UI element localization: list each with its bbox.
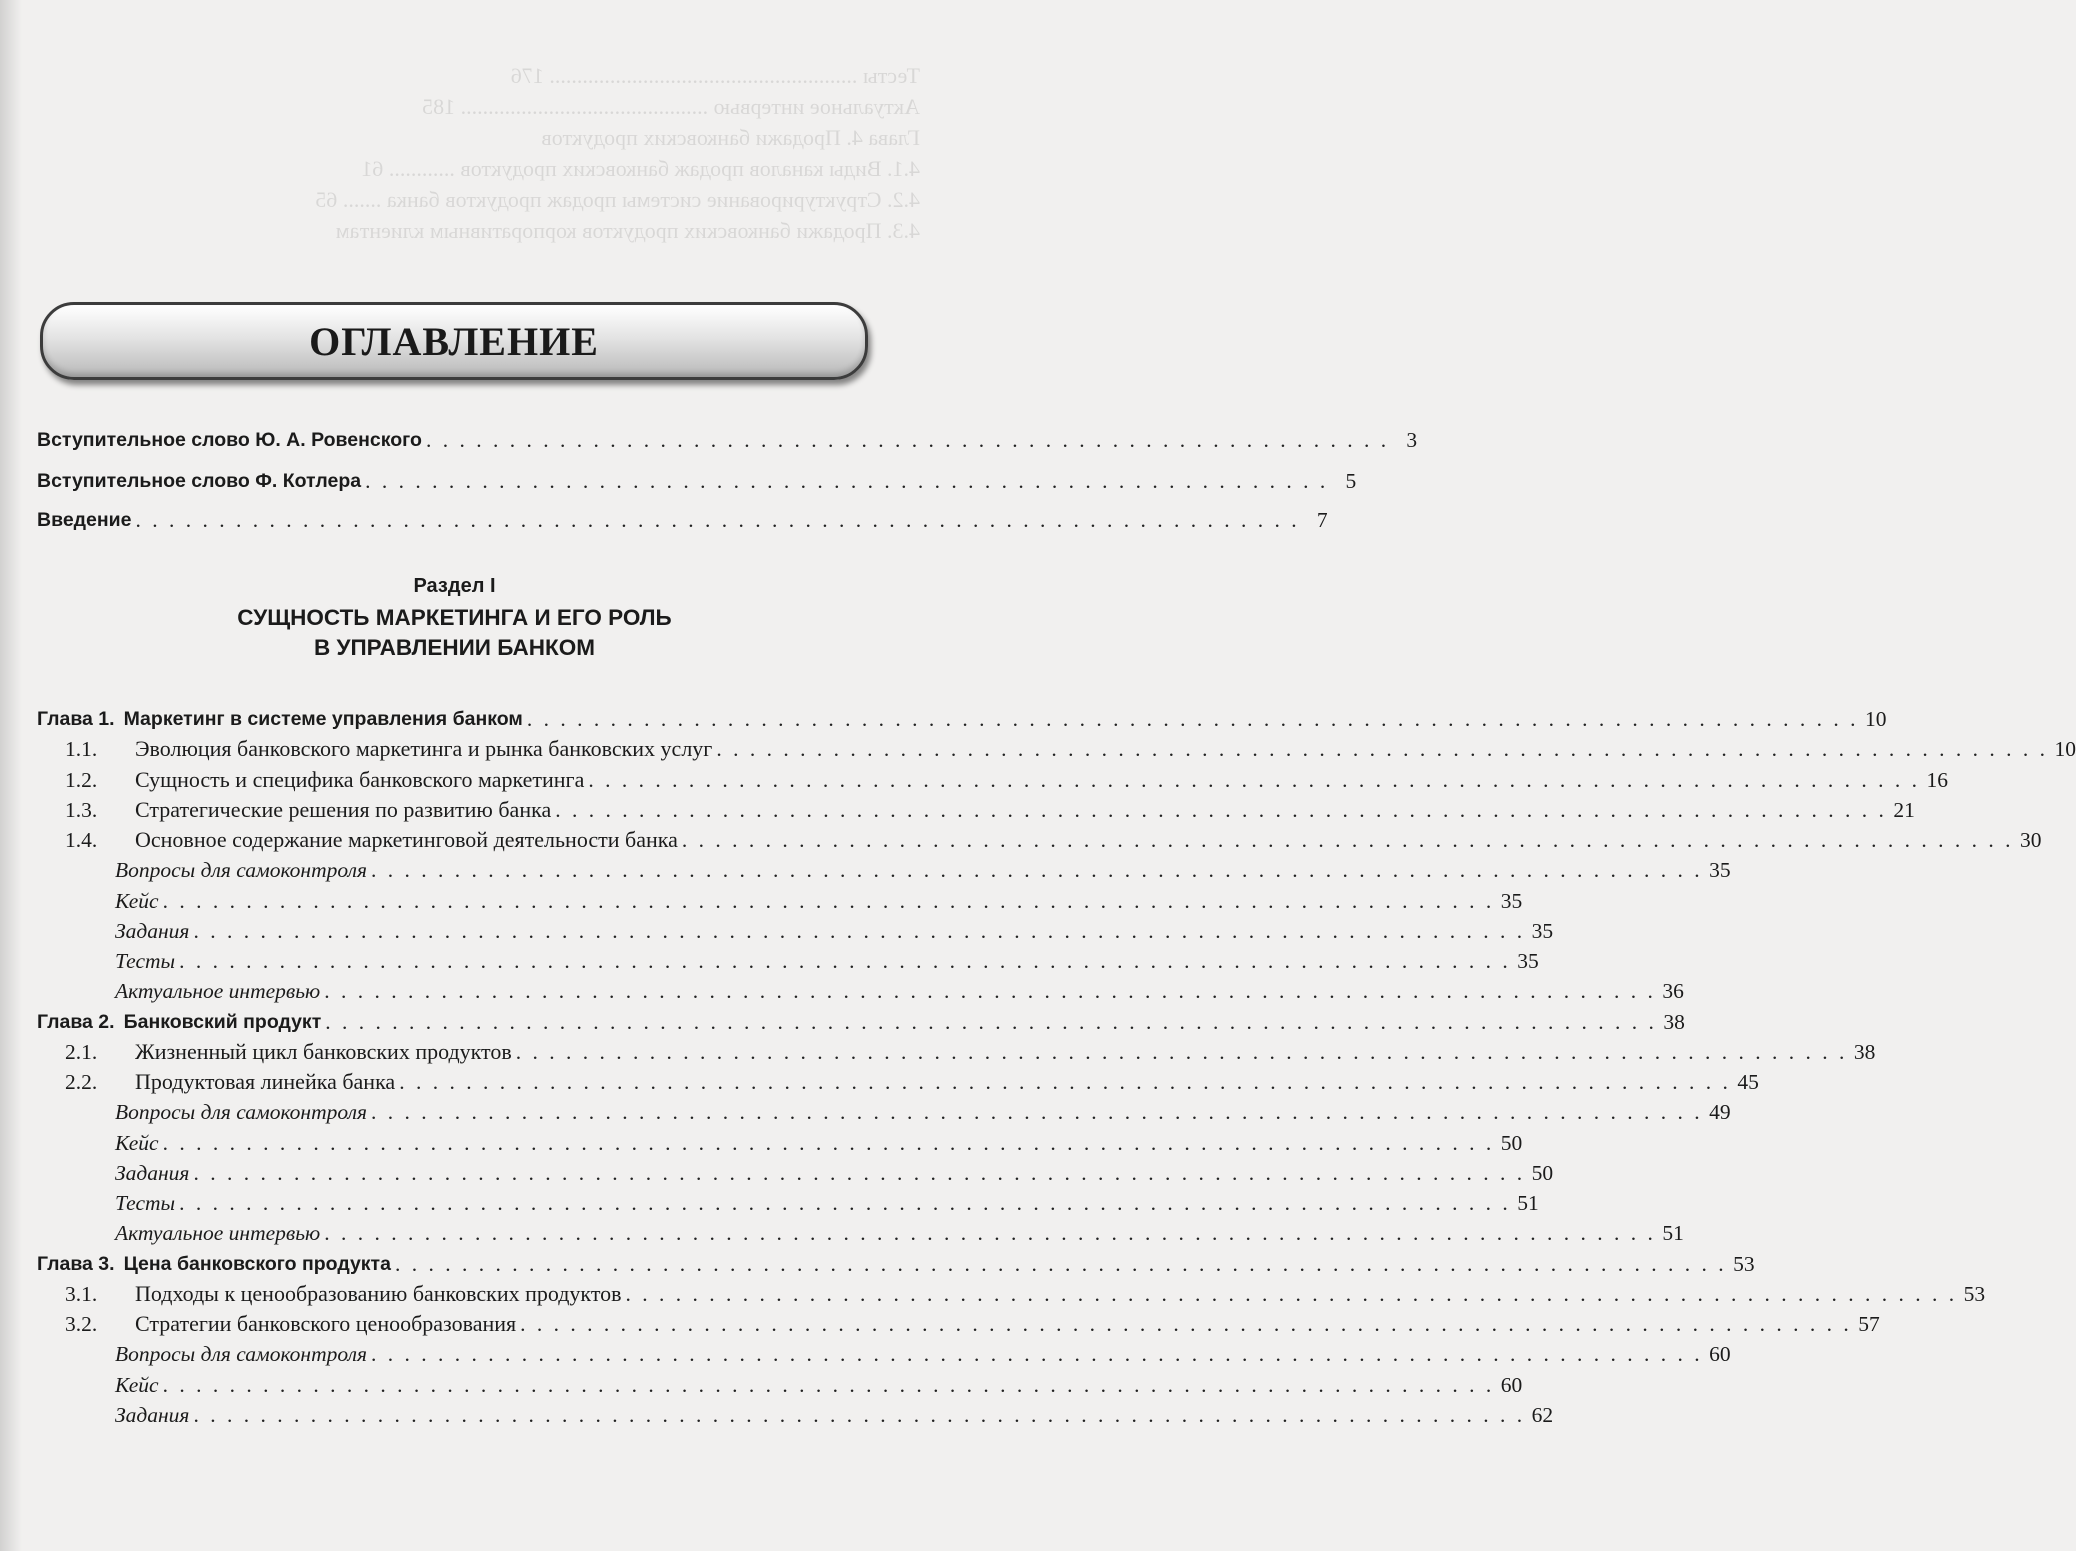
part-title-line: СУЩНОСТЬ МАРКЕТИНГА И ЕГО РОЛЬ	[237, 605, 672, 630]
page-spine-shadow	[0, 0, 22, 1551]
toc-page-number: 30	[2020, 828, 2042, 852]
toc-entry-number: 3.2.	[65, 1312, 98, 1336]
toc-extra-entry	[37, 1216, 1684, 1246]
toc-page-number: 35	[1709, 858, 1731, 882]
toc-extra-entry	[37, 1368, 1523, 1398]
toc-entry-label: Банковский продукт	[123, 1011, 322, 1033]
toc-entry-label: Эволюция банковского маркетинга и рынка банковских услуг	[135, 736, 713, 761]
toc-leader-dots: . . . . . . . . . . . . . . . . . . . . . . . . . . . . . . . . . . . . . . . . . . . . . . . . . . . . . . . . . . . . . . . . . . . . . . . . . . . . . . . .	[399, 1070, 1731, 1094]
toc-entry-number: Глава 3.	[37, 1253, 115, 1275]
toc-entry-label: Кейс	[115, 889, 159, 913]
toc-entry-label: Маркетинг в системе управления банком	[123, 708, 523, 730]
toc-entry-number: 1.4.	[65, 828, 98, 852]
toc-page-number: 49	[1709, 1100, 1731, 1124]
toc-page-number: 35	[1517, 949, 1539, 973]
toc-extra-entry	[37, 853, 1731, 883]
toc-entry-number: 3.1.	[65, 1282, 98, 1306]
toc-extra-entry	[37, 914, 1554, 944]
toc-entry-label: Вступительное слово Ю. А. Ровенского	[37, 429, 422, 451]
toc-entry-label: Сущность и специфика банковского маркетинга	[135, 767, 585, 792]
toc-entry-label: Жизненный цикл банковских продуктов	[135, 1039, 512, 1064]
toc-page-number: 36	[1662, 979, 1684, 1003]
toc-entry-label: Продуктовая линейка банка	[135, 1069, 396, 1094]
toc-leader-dots: . . . . . . . . . . . . . . . . . . . . . . . . . . . . . . . . . . . . . . . . . . . . . . . . . . . . . . . . . . . . . . . . . . . . . . . . . . . . . . . .	[193, 1161, 1526, 1185]
toc-entry-label: Задания	[115, 1403, 190, 1427]
toc-extra-entry	[37, 1337, 1731, 1367]
toc-entry-label: Вступительное слово Ф. Котлера	[37, 470, 362, 492]
part-number: Раздел I	[413, 575, 496, 597]
toc-entry-number: 1.2.	[65, 768, 98, 792]
toc-extra-entry	[37, 1398, 1554, 1428]
toc-leader-dots: . . . . . . . . . . . . . . . . . . . . . . . . . . . . . . . . . . . . . . . . . . . . . . . . . . . . . . . . . . . . . . . . . . . . . . . . . . . . . . . .	[193, 919, 1526, 943]
toc-entry-label: Тесты	[115, 949, 176, 973]
bleed-through-text: Тесты ........................................................ 176 Актуальное интервью ............................................. 185 Глава 4. Продажи банковских продуктов 4.1. Виды каналов продаж банковских продуктов ............ 61 4.2. Структурирование системы продаж продуктов банка ....... 65 4.3. Продажи банковских продуктов корпоративным клиентам	[315, 63, 920, 243]
toc-entry-number: 2.1.	[65, 1040, 98, 1064]
toc-page-number: 3	[1406, 428, 1418, 452]
toc-leader-dots: . . . . . . . . . . . . . . . . . . . . . . . . . . . . . . . . . . . . . . . . . . . . . . . . . . . . . . . . . . . . . . . . . . . . . . . . . . . . . . . .	[625, 1282, 1958, 1306]
toc-page-number: 5	[1345, 469, 1357, 493]
toc-entry-label: Вопросы для самоконтроля	[115, 858, 367, 882]
toc-leader-dots: . . . . . . . . . . . . . . . . . . . . . . . . . . . . . . . . . . . . . . . . . . . . . . . . . . . . . . . . . . . . . . . . . . . . . . . . . . . . . . . .	[324, 1221, 1656, 1245]
toc-entry-label: Стратегические решения по развитию банка	[135, 797, 552, 822]
toc-leader-dots: . . . . . . . . . . . . . . . . . . . . . . . . . . . . . . . . . . . . . . . . . . . . . . . . . . . . . . . . . . . . . . . . . . . . . . . . . . . . . . . .	[179, 949, 1511, 973]
toc-entry-label: Задания	[115, 919, 190, 943]
toc-entry-label: Вопросы для самоконтроля	[115, 1342, 367, 1366]
toc-page-number: 35	[1500, 889, 1523, 913]
toc-extra-entry	[37, 974, 1684, 1004]
toc-page-number: 53	[1963, 1282, 1986, 1306]
toc-entry-label: Задания	[115, 1161, 190, 1185]
toc-leader-dots: . . . . . . . . . . . . . . . . . . . . . . . . . . . . . . . . . . . . . . . . . . . . . . . . . . . . . . . . . . . . . . . . . . . . . . . . . . . . . . . .	[370, 1100, 1703, 1124]
toc-leader-dots: . . . . . . . . . . . . . . . . . . . . . . . . . . . . . . . . . . . . . . . . . . . . . . . . . . . . . . . . . . . . . . . . . . . . . . . . . . . . . . . .	[394, 1252, 1727, 1276]
toc-front-entry	[37, 503, 1328, 533]
toc-entry-label: Стратегии банковского ценообразования	[135, 1311, 517, 1336]
toc-leader-dots: . . . . . . . . . . . . . . . . . . . . . . . . . . . . . . . . . . . . . . . . . . . . . . . . . . . . . . . . . .	[425, 428, 1390, 452]
toc-leader-dots: . . . . . . . . . . . . . . . . . . . . . . . . . . . . . . . . . . . . . . . . . . . . . . . . . . . . . . . . . . . . . . . . . . . . . .	[135, 508, 1300, 532]
toc-leader-dots: . . . . . . . . . . . . . . . . . . . . . . . . . . . . . . . . . . . . . . . . . . . . . . . . . . . . . . . . . . . . . . . . . . . . . . . . . . . . . . . .	[162, 1131, 1495, 1155]
toc-entry-number: 2.2.	[65, 1070, 98, 1094]
toc-leader-dots: . . . . . . . . . . . . . . . . . . . . . . . . . . . . . . . . . . . . . . . . . . . . . . . . . . . . . . . . . . . . . . . . . . . . . . . . . . . . . . . .	[681, 828, 2014, 852]
toc-page-number: 50	[1531, 1161, 1554, 1185]
toc-chapter-entry	[37, 702, 1887, 732]
toc-section-entry	[37, 763, 1948, 793]
toc-entry-label: Подходы к ценообразованию банковских продуктов	[135, 1281, 622, 1306]
toc-extra-entry	[37, 1095, 1731, 1125]
toc-chapter-entry	[37, 1247, 1755, 1277]
toc-entry-label: Актуальное интервью	[115, 1221, 321, 1245]
toc-page-number: 35	[1531, 919, 1554, 943]
toc-page-number: 51	[1662, 1221, 1684, 1245]
toc-leader-dots: . . . . . . . . . . . . . . . . . . . . . . . . . . . . . . . . . . . . . . . . . . . . . . . . . . . . . . . . . . . . . . . . . . . . . . . . . . . . . . . .	[193, 1403, 1526, 1427]
toc-entry-label: Вопросы для самоконтроля	[115, 1100, 367, 1124]
toc-entry-label: Кейс	[115, 1373, 159, 1397]
toc-leader-dots: . . . . . . . . . . . . . . . . . . . . . . . . . . . . . . . . . . . . . . . . . . . . . . . . . . . . . . . . . .	[365, 469, 1329, 493]
toc-leader-dots: . . . . . . . . . . . . . . . . . . . . . . . . . . . . . . . . . . . . . . . . . . . . . . . . . . . . . . . . . . . . . . . . . . . . . . . . . . . . . . . .	[325, 1010, 1657, 1034]
toc-entry-number: 1.3.	[65, 798, 98, 822]
toc-extra-entry	[37, 1186, 1539, 1216]
toc-front-entry	[37, 423, 1418, 453]
toc-entry-number: Глава 2.	[37, 1011, 115, 1033]
toc-leader-dots: . . . . . . . . . . . . . . . . . . . . . . . . . . . . . . . . . . . . . . . . . . . . . . . . . . . . . . . . . . . . . . . . . . . . . . . . . . . . . . . .	[179, 1191, 1511, 1215]
part-title	[37, 603, 872, 663]
toc-front-entry	[37, 464, 1357, 494]
toc-entry-label: Основное содержание маркетинговой деятельности банка	[135, 827, 678, 852]
toc-leader-dots: . . . . . . . . . . . . . . . . . . . . . . . . . . . . . . . . . . . . . . . . . . . . . . . . . . . . . . . . . . . . . . . . . . . . . . . . . . . . . . . .	[162, 889, 1495, 913]
toc-page-number: 57	[1858, 1312, 1880, 1336]
toc-page-number: 62	[1531, 1403, 1554, 1427]
toc-leader-dots: . . . . . . . . . . . . . . . . . . . . . . . . . . . . . . . . . . . . . . . . . . . . . . . . . . . . . . . . . . . . . . . . . . . . . . . . . . . . . . . .	[162, 1373, 1495, 1397]
toc-extra-entry	[37, 1156, 1554, 1186]
toc-leader-dots: . . . . . . . . . . . . . . . . . . . . . . . . . . . . . . . . . . . . . . . . . . . . . . . . . . . . . . . . . . . . . . . . . . . . . . . . . . . . . . . .	[370, 1342, 1703, 1366]
toc-page-number: 60	[1709, 1342, 1731, 1366]
toc-leader-dots: . . . . . . . . . . . . . . . . . . . . . . . . . . . . . . . . . . . . . . . . . . . . . . . . . . . . . . . . . . . . . . . . . . . . . . . . . . . . . . . .	[520, 1312, 1852, 1336]
toc-page-number: 38	[1663, 1010, 1685, 1034]
toc-title-banner	[40, 302, 868, 380]
toc-page-number: 38	[1853, 1040, 1876, 1064]
toc-leader-dots: . . . . . . . . . . . . . . . . . . . . . . . . . . . . . . . . . . . . . . . . . . . . . . . . . . . . . . . . . . . . . . . . . . . . . . . . . . . . . . . .	[324, 979, 1656, 1003]
toc-section-entry	[37, 1277, 1986, 1307]
toc-page-number: 45	[1737, 1070, 1759, 1094]
toc-entry-label: Цена банковского продукта	[123, 1253, 391, 1275]
toc-entry-number: Глава 1.	[37, 708, 115, 730]
toc-section-entry	[37, 823, 2042, 853]
toc-entry-number: 1.1.	[65, 737, 98, 761]
toc-extra-entry	[37, 1126, 1523, 1156]
toc-page-number: 60	[1500, 1373, 1523, 1397]
toc-extra-entry	[37, 944, 1539, 974]
toc-entry-label: Актуальное интервью	[115, 979, 321, 1003]
toc-page-number: 10	[1864, 707, 1887, 731]
toc-leader-dots: . . . . . . . . . . . . . . . . . . . . . . . . . . . . . . . . . . . . . . . . . . . . . . . . . . . . . . . . . . . . . . . . . . . . . . . . . . . . . . . .	[716, 737, 2048, 761]
toc-page-number: 21	[1893, 798, 1915, 822]
toc-leader-dots: . . . . . . . . . . . . . . . . . . . . . . . . . . . . . . . . . . . . . . . . . . . . . . . . . . . . . . . . . . . . . . . . . . . . . . . . . . . . . . . .	[555, 798, 1887, 822]
toc-chapter-entry	[37, 1005, 1685, 1035]
toc-page-number: 53	[1733, 1252, 1755, 1276]
part-title-line: В УПРАВЛЕНИИ БАНКОМ	[313, 635, 596, 660]
toc-page-number: 10	[2054, 737, 2076, 761]
toc-leader-dots: . . . . . . . . . . . . . . . . . . . . . . . . . . . . . . . . . . . . . . . . . . . . . . . . . . . . . . . . . . . . . . . . . . . . . . . . . . . . . . . .	[515, 1040, 1848, 1064]
toc-extra-entry	[37, 884, 1523, 914]
toc-entry-label: Тесты	[115, 1191, 176, 1215]
toc-section-entry	[37, 1307, 1880, 1337]
toc-section-entry	[37, 1035, 1876, 1065]
toc-leader-dots: . . . . . . . . . . . . . . . . . . . . . . . . . . . . . . . . . . . . . . . . . . . . . . . . . . . . . . . . . . . . . . . . . . . . . . . . . . . . . . . .	[370, 858, 1703, 882]
toc-section-entry	[37, 1065, 1759, 1095]
toc-page-number: 50	[1500, 1131, 1523, 1155]
page-title: ОГЛАВЛЕНИЕ	[309, 318, 599, 364]
toc-page-number: 7	[1316, 508, 1328, 532]
toc-leader-dots: . . . . . . . . . . . . . . . . . . . . . . . . . . . . . . . . . . . . . . . . . . . . . . . . . . . . . . . . . . . . . . . . . . . . . . . . . . . . . . . .	[588, 768, 1920, 792]
toc-entry-label: Введение	[37, 509, 132, 531]
toc-entry-label: Кейс	[115, 1131, 159, 1155]
toc-page-number: 16	[1926, 768, 1948, 792]
toc-leader-dots: . . . . . . . . . . . . . . . . . . . . . . . . . . . . . . . . . . . . . . . . . . . . . . . . . . . . . . . . . . . . . . . . . . . . . . . . . . . . . . . .	[526, 707, 1859, 731]
toc-page-number: 51	[1517, 1191, 1539, 1215]
toc-section-entry	[37, 793, 1915, 823]
toc-section-entry	[37, 732, 2076, 762]
